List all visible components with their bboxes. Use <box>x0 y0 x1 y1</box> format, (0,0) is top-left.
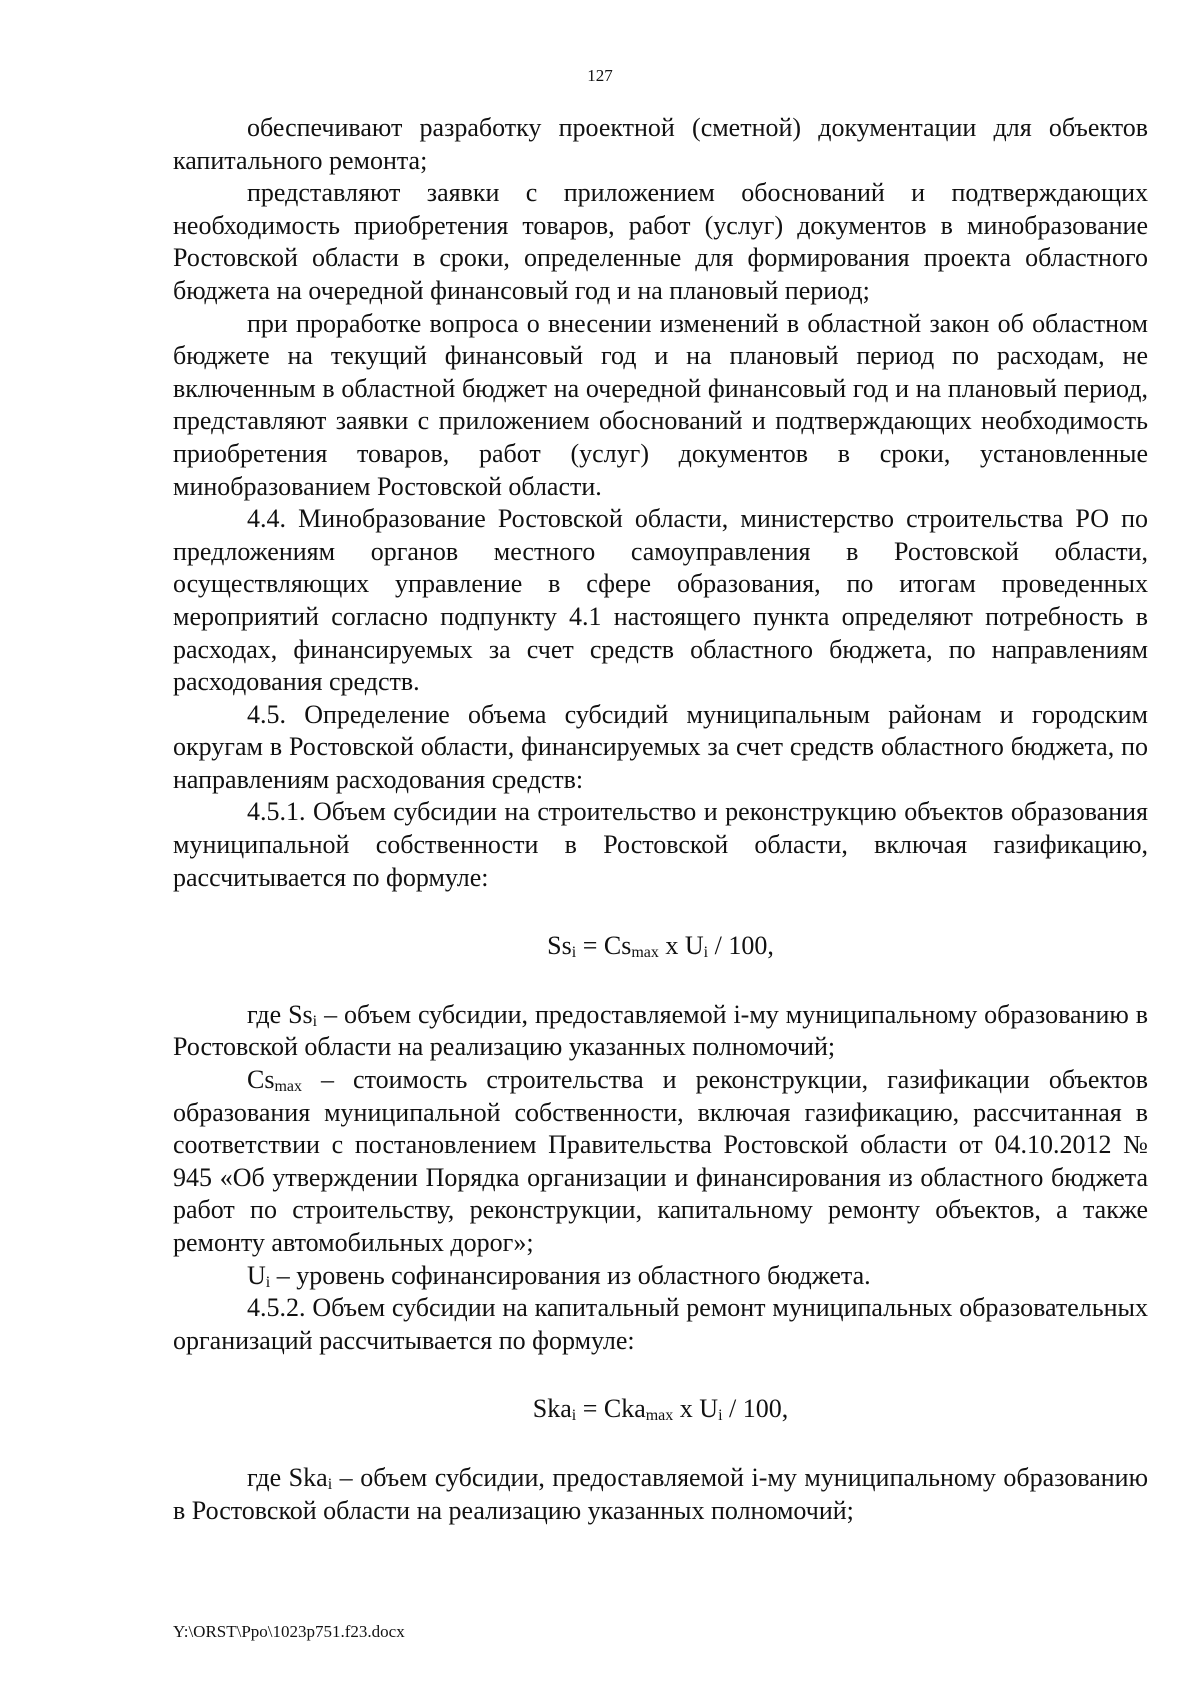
paragraph-design-documentation: обеспечивают разработку проектной (сметной) документации для объектов капитального ремонта; <box>173 113 1148 175</box>
definition-u: $U_i$ – уровень софинансирования из областного бюджета. <box>247 1260 871 1291</box>
formula-repair-subsidy: Ska$_i$ = Cka$_{max}$ x $U_i / 100$, <box>532 1394 789 1425</box>
definition-ska: где Ska$_i$ – объем субсидии, предоставляемой i-му муниципальному образованию в Ростовской области на реализацию указанных полномочий; <box>173 1462 1149 1525</box>
paragraph-4-4: 4.4. Минобразование Ростовской области, министерство строительства РО по предложениям органов местного самоуправления в Ростовской области, осуществляющих управление в сфере образования, по итогам проведенных мероприятий согласно подпункту 4.1 настоящего пункта определяют потребность в расходах, финансируемых за счет средств областного бюджета, по направлениям расходования средств. <box>173 504 1148 697</box>
definition-ss: где $Ss_i$ – объем субсидии, предоставляемой i-му муниципальному образованию в Ростовской области на реализацию указанных полномочий; <box>173 999 1149 1062</box>
page-number: 127 <box>587 66 613 85</box>
formula-construction-subsidy: $Ss_i = Cs_{max}$ x $U_i / 100$, <box>547 931 774 962</box>
paragraph-4-5-2: 4.5.2. Объем субсидии на капитальный ремонт муниципальных образовательных организаций рассчитывается по формуле: <box>173 1293 1148 1355</box>
paragraph-4-5-1: 4.5.1. Объем субсидии на строительство и реконструкцию объектов образования муниципальной собственности в Ростовской области, включая газификацию, рассчитывается по формуле: <box>173 797 1148 892</box>
paragraph-budget-amendments: при проработке вопроса о внесении изменений в областной закон об областном бюджете на текущий финансовый год и на плановый период по расходам, не включенным в областной бюджет на очередной финансовый год и на плановый период, представляют заявки с приложением обоснований и подтверждающих необходимость приобретения товаров, работ (услуг) документов в сроки, установленные минобразованием Ростовской области. <box>173 308 1148 501</box>
paragraph-4-5: 4.5. Определение объема субсидий муниципальным районам и городским округам в Ростовской области, финансируемых за счет средств областного бюджета, по направлениям расходования средств: <box>173 699 1148 794</box>
document-body <box>173 112 1148 1527</box>
definition-csmax: $Cs_{max}$ – стоимость строительства и реконструкции, газификации объектов образования муниципальной собственности, включая газификацию, рассчитанная в соответствии с постановлением Правительства Ростовской области от 04.10.2012 № 945 «Об утверждении Порядка организации и финансирования из областного бюджета работ по строительству, реконструкции, капитальному ремонту объектов, а также ремонту автомобильных дорог»; <box>173 1065 1148 1257</box>
paragraph-submit-requests: представляют заявки с приложением обоснований и подтверждающих необходимость приобретения товаров, работ (услуг) документов в минобразование Ростовской области в сроки, определенные для формирования проекта областного бюджета на очередной финансовый год и на плановый период; <box>173 178 1148 305</box>
footer-file-path: Y:\ORST\Ppo\1023p751.f23.docx <box>173 1622 405 1641</box>
